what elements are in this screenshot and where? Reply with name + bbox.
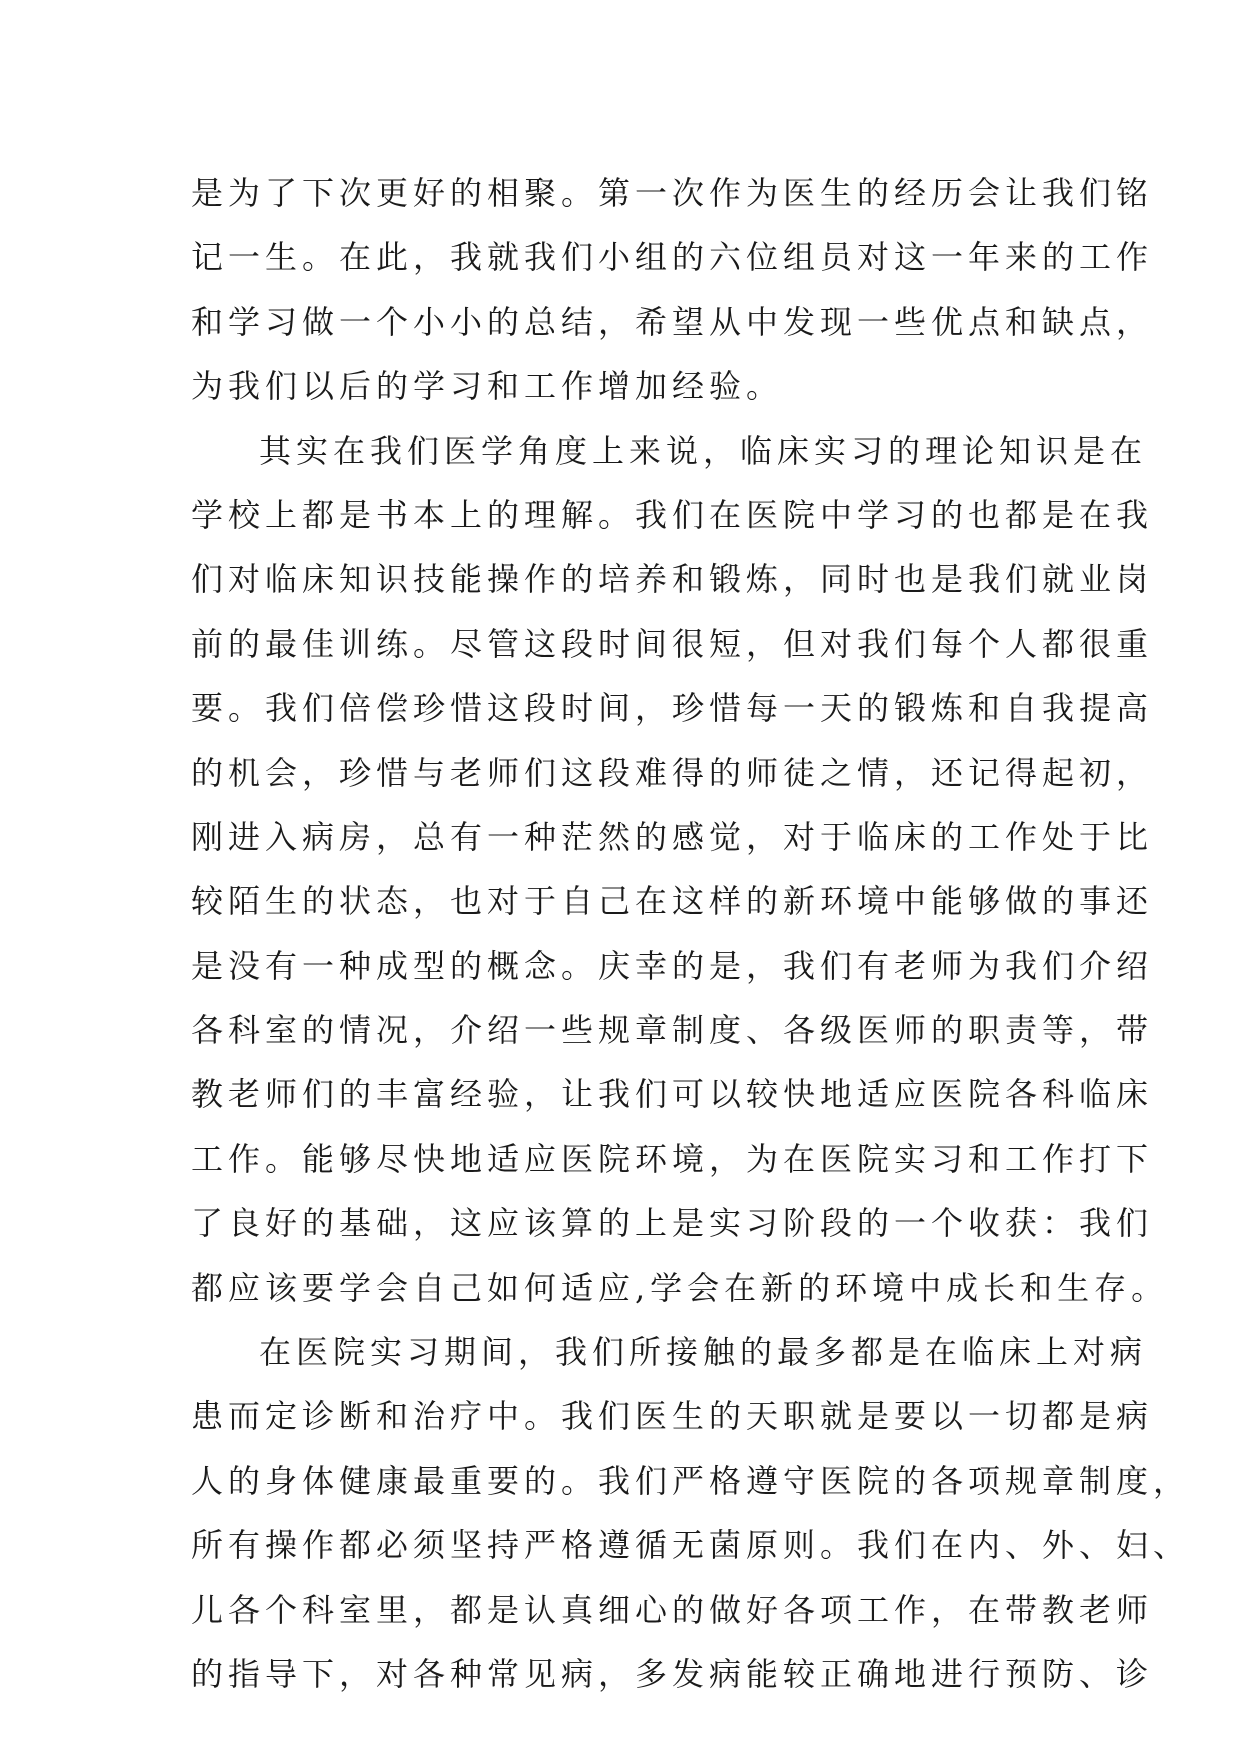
text-line: 学校上都是书本上的理解。我们在医院中学习的也都是在我: [191, 495, 1154, 534]
paragraph-first-line: 在医院实习期间，我们所接触的最多都是在临床上对病: [259, 1333, 1148, 1372]
text-line: 是为了下次更好的相聚。第一次作为医生的经历会让我们铭: [191, 174, 1154, 212]
text-line: 为我们以后的学习和工作增加经验。: [191, 367, 784, 406]
paragraph-first-line: 其实在我们医学角度上来说，临床实习的理论知识是在: [259, 431, 1148, 470]
text-line: 记一生。在此，我就我们小组的六位组员对这一年来的工作: [191, 238, 1154, 277]
text-line: 儿各个科室里，都是认真细心的做好各项工作，在带教老师: [191, 1590, 1154, 1629]
text-line: 要。我们倍偿珍惜这段时间，珍惜每一天的锻炼和自我提高: [191, 689, 1154, 728]
text-line: 刚进入病房，总有一种茫然的感觉，对于临床的工作处于比: [191, 817, 1154, 856]
text-line: 工作。能够尽快地适应医院环境，为在医院实习和工作打下: [191, 1139, 1154, 1178]
text-line: 患而定诊断和治疗中。我们医生的天职就是要以一切都是病: [191, 1397, 1154, 1436]
text-line: 们对临床知识技能操作的培养和锻炼，同时也是我们就业岗: [191, 560, 1154, 599]
text-line: 的指导下，对各种常见病，多发病能较正确地进行预防、诊: [191, 1654, 1154, 1693]
text-line: 教老师们的丰富经验，让我们可以较快地适应医院各科临床: [191, 1075, 1154, 1114]
text-line: 较陌生的状态，也对于自己在这样的新环境中能够做的事还: [191, 882, 1154, 921]
text-line: 所有操作都必须坚持严格遵循无菌原则。我们在内、外、妇、: [191, 1526, 1191, 1565]
text-line: 是没有一种成型的概念。庆幸的是，我们有老师为我们介绍: [191, 946, 1154, 985]
text-line: 人的身体健康最重要的。我们严格遵守医院的各项规章制度，: [191, 1461, 1191, 1500]
document-body: [191, 161, 1191, 1706]
text-line: 了良好的基础，这应该算的上是实习阶段的一个收获：我们: [191, 1204, 1154, 1243]
text-line: 的机会，珍惜与老师们这段难得的师徒之情，还记得起初，: [191, 753, 1154, 792]
text-line: 和学习做一个小小的总结，希望从中发现一些优点和缺点，: [191, 302, 1154, 341]
text-line: 各科室的情况，介绍一些规章制度、各级医师的职责等，带: [191, 1011, 1154, 1050]
text-line: 前的最佳训练。尽管这段时间很短，但对我们每个人都很重: [191, 624, 1154, 663]
text-line: 都应该要学会自己如何适应,学会在新的环境中成长和生存。: [191, 1268, 1169, 1307]
